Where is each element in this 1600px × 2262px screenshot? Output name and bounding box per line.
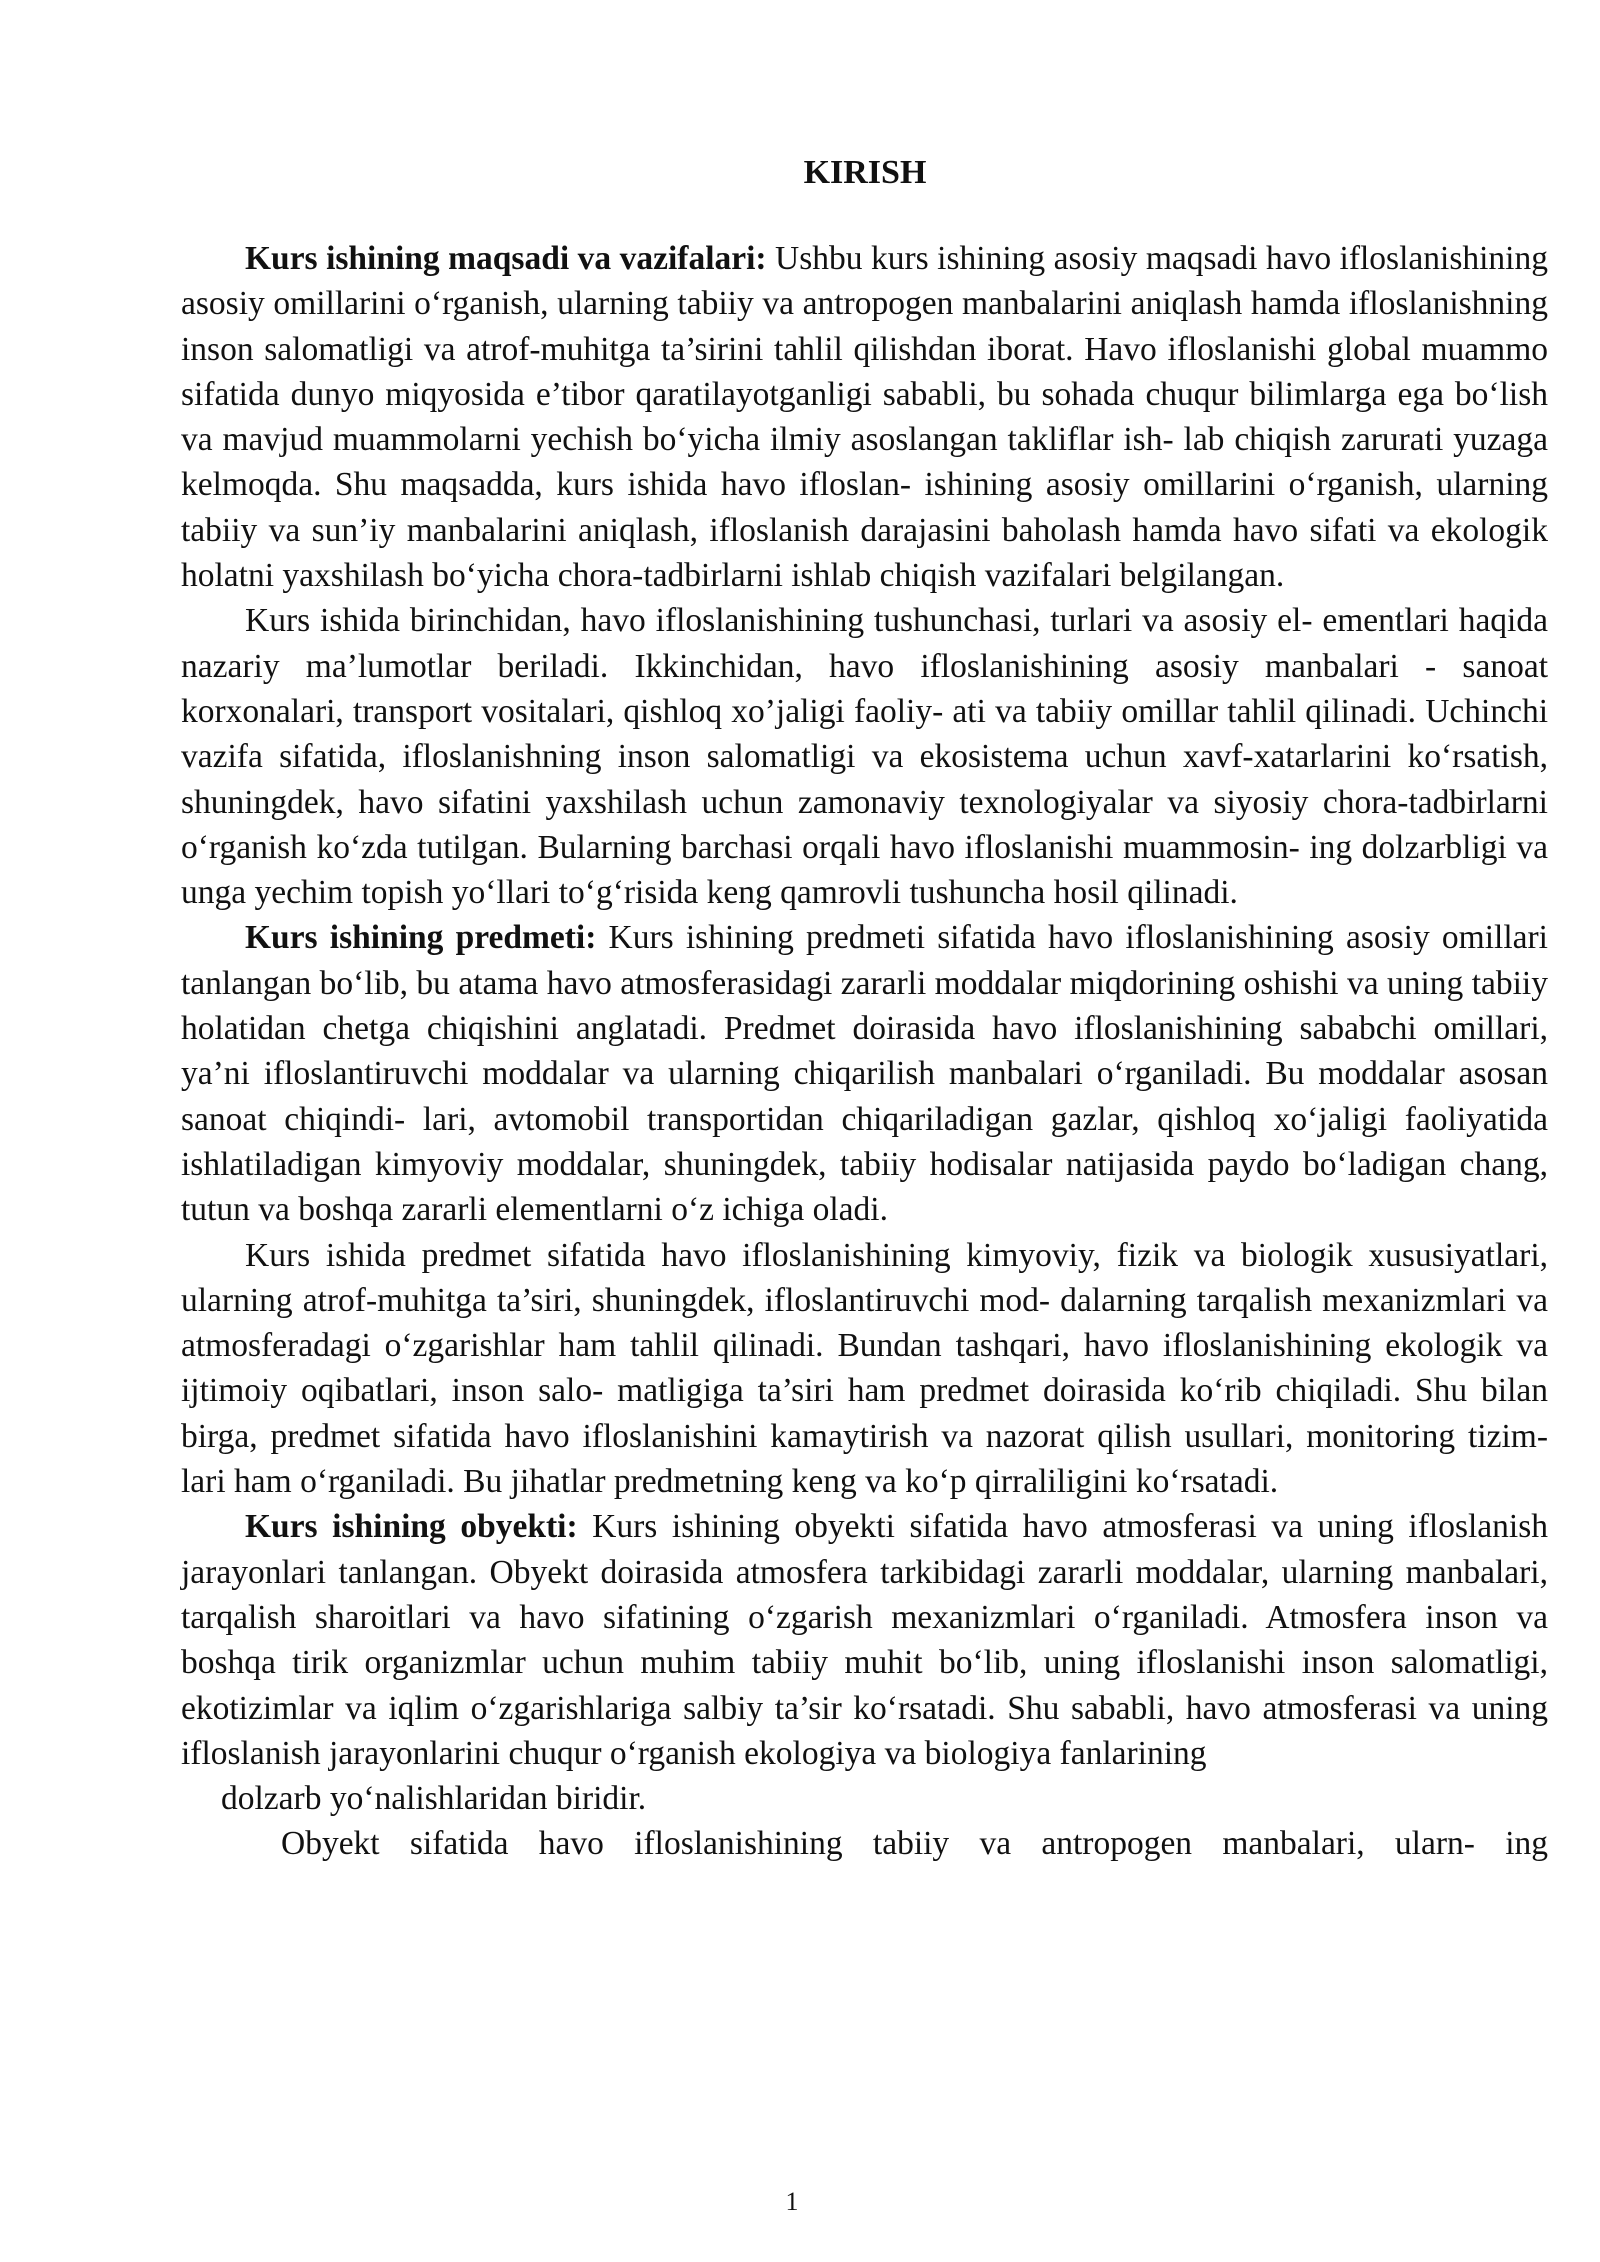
paragraph-text: Kurs ishida birinchidan, havo ifloslanishining tushunchasi, turlari va asosiy el- ementlari haqida nazariy ma’lumotlar beriladi. Ikkinchidan, havo ifloslanishining asosiy manbalari - sanoat korxonalari, transport vositalari, qishloq xo’jaligi faoliy- ati va tabiiy omillar tahlil qilinadi. Uchinchi vazifa sifatida, ifloslanishning inson salomatligi va ekosistema uchun xavf-xatarlarini ko‘rsatish, shuningdek, havo sifatini yaxshilash uchun zamonaviy texnologiyalar va siyosiy chora-tadbirlarni o‘rganish ko‘zda tutilgan. Bularning barchasi orqali havo ifloslanishi muammosin- ing dolzarbligi va unga yechim topish yo‘llari to‘g‘risida keng qamrovli tushuncha hosil qilinadi. [181, 602, 1548, 912]
paragraph-text: Kurs ishining predmeti sifatida havo ifloslanishining asosiy omillari tanlangan bo‘lib, bu atama havo atmosferasidagi zararli moddalar miqdorining oshishi va uning tabiiy holatidan chetga chiqishini anglatadi. Predmet doirasida havo ifloslanishining sababchi omillari, ya’ni ifloslantiruvchi moddalar va ularning chiqarilish manbalari o‘rganiladi. Bu moddalar asosan sanoat chiqindi- lari, avtomobil transportidan chiqariladigan gazlar, qishloq xo‘jaligi faoliyatida ishlatiladigan kimyoviy moddalar, shuningdek, tabiiy hodisalar natijasida paydo bo‘ladigan chang, tutun va boshqa zararli elementlarni o‘z ichiga oladi. [181, 919, 1548, 1229]
page-title: KIRISH [803, 154, 927, 191]
continuation-line: dolzarb yo‘nalishlaridan biridir. [221, 1780, 647, 1818]
page-number: 1 [785, 2187, 799, 2216]
paragraph-lead: Kurs ishining maqsadi va vazifalari: [245, 240, 767, 277]
paragraph-purpose [181, 236, 1548, 598]
paragraph-subject-details [181, 1233, 1548, 1505]
paragraph-object-sources: Obyekt sifatida havo ifloslanishining tabiiy va antropogen manbalari, ularn- ing [281, 1825, 1548, 1863]
paragraph-object [181, 1504, 1548, 1776]
paragraph-subject [181, 915, 1548, 1232]
paragraph-text: Kurs ishida predmet sifatida havo ifloslanishining kimyoviy, fizik va biologik xususiyatlari, ularning atrof-muhitga ta’siri, shuningdek, ifloslantiruvchi mod- dalarning tarqalish mexanizmlari va atmosferadagi o‘zgarishlar ham tahlil qilinadi. Bundan tashqari, havo ifloslanishining ekologik va ijtimoiy oqibatlari, inson salo- matligiga ta’siri ham predmet doirasida ko‘rib chiqiladi. Shu bilan birga, predmet sifatida havo ifloslanishini kamaytirish va nazorat qilish usullari, monitoring tizim- lari ham o‘rganiladi. Bu jihatlar predmetning keng va ko‘p qirraliligini ko‘rsatadi. [181, 1236, 1548, 1501]
paragraph-text: Ushbu kurs ishining asosiy maqsadi havo ifloslanishining asosiy omillarini o‘rganish, ularning tabiiy va antropogen manbalarini aniqlash hamda ifloslanishning inson salomatligi va atrof-muhitga ta’sirini tahlil qilishdan iborat. Havo ifloslanishi global muammo sifatida dunyo miqyosida e’tibor qaratilayotganligi sababli, bu sohada chuqur bilimlarga ega bo‘lish va mavjud muammolarni yechish bo‘yicha ilmiy asoslangan takliflar ish- lab chiqish zarurati yuzaga kelmoqda. Shu maqsadda, kurs ishida havo ifloslan- ishining asosiy omillarini o‘rganish, ularning tabiiy va sun’iy manbalarini aniqlash, ifloslanish darajasini baholash hamda havo sifati va ekologik holatni yaxshilash bo‘yicha chora-tadbirlarni ishlab chiqish vazifalari belgilangan. [181, 240, 1548, 595]
paragraph-text: Kurs ishining obyekti sifatida havo atmosferasi va uning ifloslanish jarayonlari tanlangan. Obyekt doirasida atmosfera tarkibidagi zararli moddalar, ularning manbalari, tarqalish sharoitlari va havo sifatining o‘zgarish mexanizmlari o‘rganiladi. Atmosfera inson va boshqa tirik organizmlar uchun muhim tabiiy muhit bo‘lib, uning ifloslanishi inson salomatligi, ekotizimlar va iqlim o‘zgarishlariga salbiy ta’sir ko‘rsatadi. Shu sababli, havo atmosferasi va uning ifloslanish jarayonlarini chuqur o‘rganish ekologiya va biologiya fanlarining [181, 1508, 1549, 1772]
paragraph-lead: Kurs ishining obyekti: [245, 1508, 578, 1546]
paragraph-lead: Kurs ishining predmeti: [245, 919, 597, 957]
body-text [181, 236, 1548, 1867]
paragraph-tasks [181, 598, 1548, 915]
